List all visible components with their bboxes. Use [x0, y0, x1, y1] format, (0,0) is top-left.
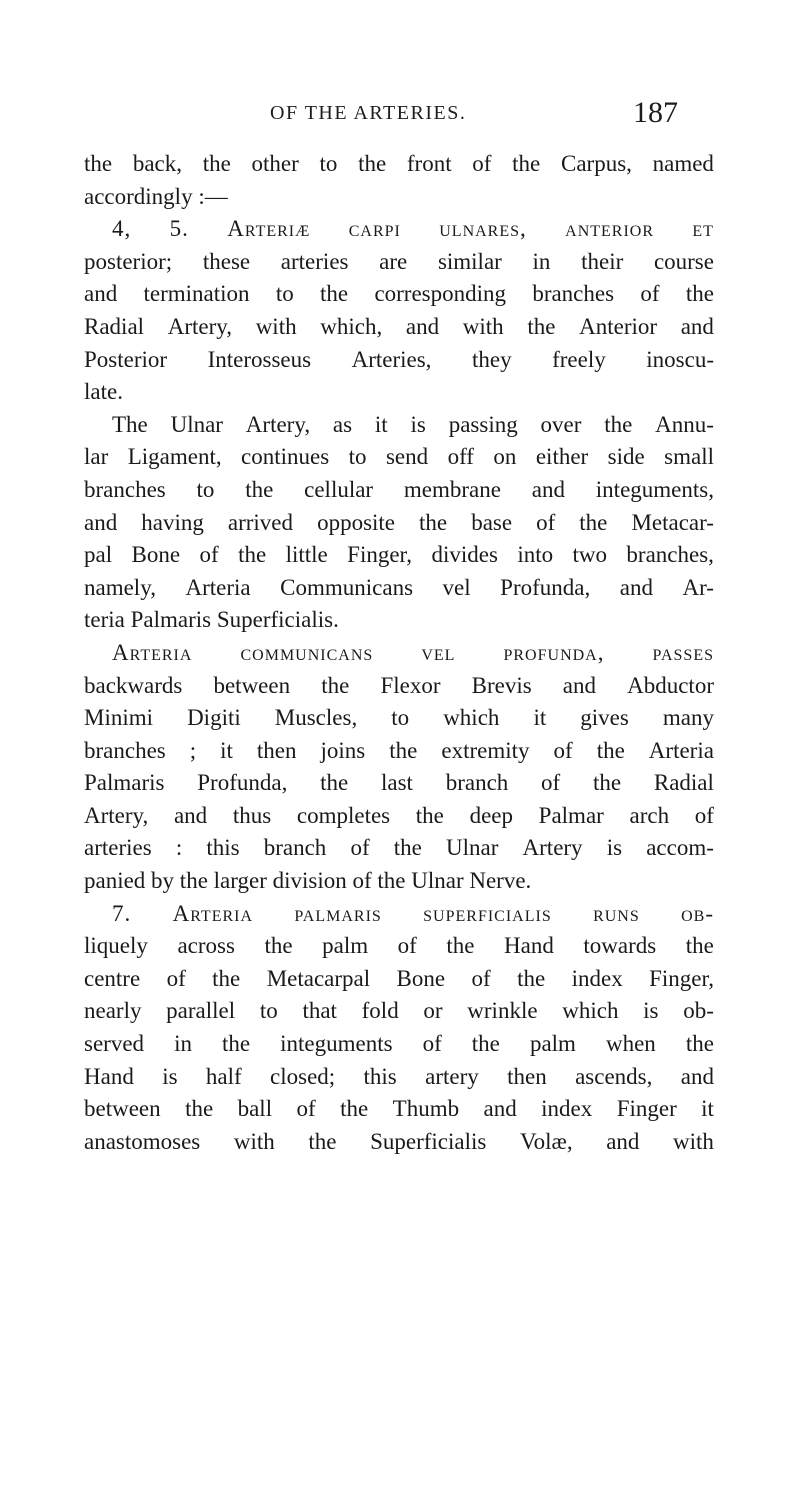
text-line: branches to the cellular membrane and integuments,	[84, 476, 714, 502]
text-line: nearly parallel to that fold or wrinkle which is ob-	[84, 998, 714, 1024]
page-number: 187	[633, 96, 678, 129]
text-line: namely, Arteria Communicans vel Profunda, and Ar-	[84, 574, 714, 600]
text-line: 4, 5. Arteriæ carpi ulnares, anterior et	[112, 216, 714, 242]
body-text	[84, 148, 714, 1158]
text-line: accordingly :—	[84, 183, 228, 209]
text-line: Hand is half closed; this artery then ascends, and	[84, 1063, 714, 1089]
text-line: anastomoses with the Superficialis Volæ, and with	[84, 1128, 714, 1154]
text-line: and having arrived opposite the base of the Metacar-	[84, 509, 714, 535]
text-line: Arteria communicans vel profunda, passes	[112, 639, 714, 665]
text-line: Minimi Digiti Muscles, to which it gives many	[84, 705, 714, 731]
text-line: late.	[84, 379, 123, 405]
text-line: The Ulnar Artery, as it is passing over the Annu-	[112, 411, 714, 437]
text-line: branches ; it then joins the extremity of the Arteria	[84, 737, 714, 763]
text-line: panied by the larger division of the Ulnar Nerve.	[84, 868, 532, 894]
text-line: arteries : this branch of the Ulnar Artery is accom-	[84, 835, 714, 861]
text-line: between the ball of the Thumb and index Finger it	[84, 1096, 714, 1122]
text-line: Radial Artery, with which, and with the Anterior and	[84, 313, 714, 339]
text-line: Artery, and thus completes the deep Palmar arch of	[84, 802, 714, 828]
text-line: liquely across the palm of the Hand towards the	[84, 933, 714, 959]
text-line: and termination to the corresponding branches of the	[84, 281, 714, 307]
text-line: pal Bone of the little Finger, divides into two branches,	[84, 542, 714, 568]
text-line: served in the integuments of the palm when the	[84, 1031, 714, 1057]
text-line: Palmaris Profunda, the last branch of the Radial	[84, 770, 714, 796]
text-line: lar Ligament, continues to send off on either side small	[84, 444, 714, 470]
text-line: 7. Arteria palmaris superficialis runs ob-	[112, 900, 714, 926]
running-head: OF THE ARTERIES.	[270, 102, 467, 124]
text-line: Posterior Interosseus Arteries, they freely inoscu-	[84, 346, 714, 372]
page-header	[0, 96, 800, 134]
text-line: posterior; these arteries are similar in their course	[84, 248, 714, 274]
text-line: the back, the other to the front of the Carpus, named	[84, 151, 714, 176]
text-line: centre of the Metacarpal Bone of the index Finger,	[84, 965, 714, 991]
text-line: teria Palmaris Superficialis.	[84, 607, 339, 633]
text-line: backwards between the Flexor Brevis and Abductor	[84, 672, 714, 698]
